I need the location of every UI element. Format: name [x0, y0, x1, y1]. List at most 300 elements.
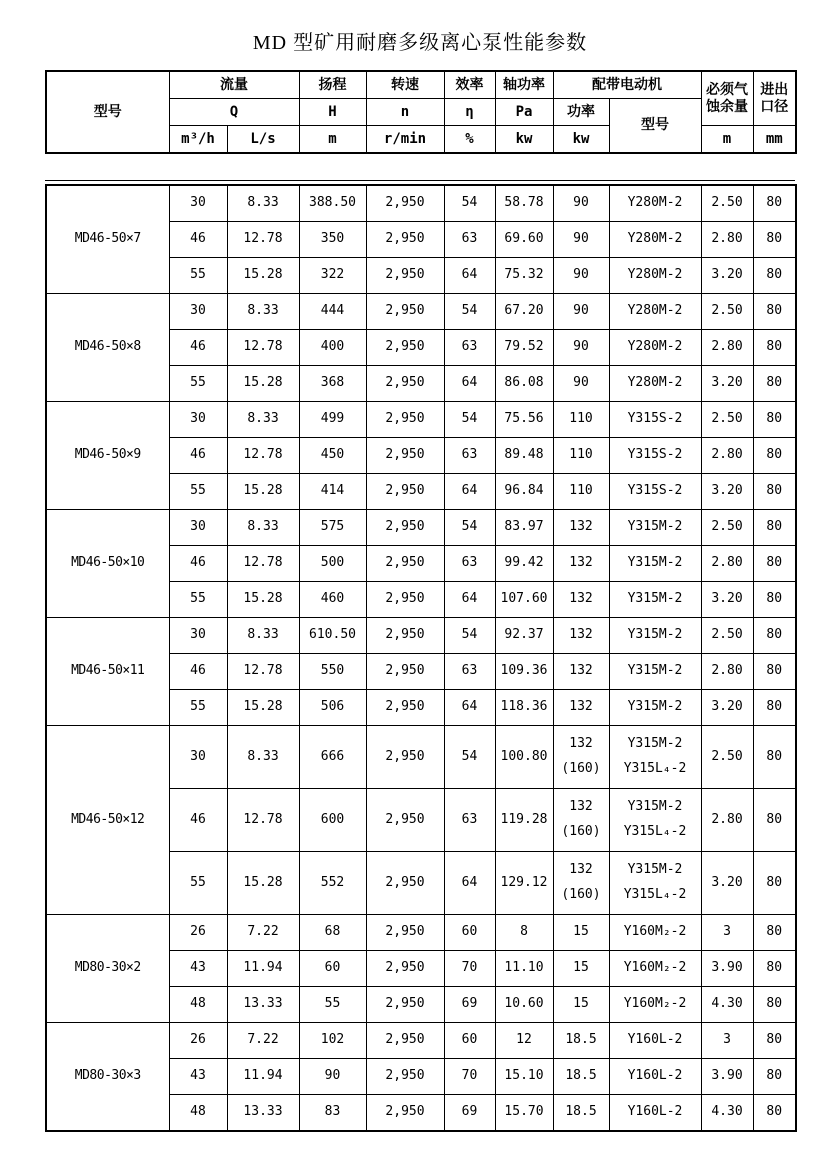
efficiency-cell: 54: [444, 185, 495, 222]
speed-cell: 2,950: [366, 438, 444, 474]
header-motor: 配带电动机: [553, 71, 701, 99]
flow-ls-cell: 15.28: [227, 582, 299, 618]
head-cell: 600: [299, 789, 366, 852]
npsh-cell: 2.50: [701, 726, 753, 789]
shaft-power-cell: 83.97: [495, 510, 553, 546]
speed-cell: 2,950: [366, 546, 444, 582]
shaft-power-cell: 75.32: [495, 258, 553, 294]
efficiency-cell: 64: [444, 366, 495, 402]
npsh-cell: 2.50: [701, 294, 753, 330]
npsh-cell: 3.20: [701, 366, 753, 402]
header-shaft-power-unit: kw: [495, 126, 553, 154]
head-cell: 450: [299, 438, 366, 474]
port-diameter-cell: 80: [753, 654, 796, 690]
motor-power-cell: 90: [553, 294, 609, 330]
flow-m3h-cell: 46: [169, 546, 227, 582]
speed-cell: 2,950: [366, 402, 444, 438]
header-head-symbol: H: [299, 99, 366, 126]
header-flow: 流量: [169, 71, 299, 99]
shaft-power-cell: 69.60: [495, 222, 553, 258]
motor-power-cell: 132: [553, 582, 609, 618]
speed-cell: 2,950: [366, 789, 444, 852]
efficiency-cell: 54: [444, 726, 495, 789]
motor-model-cell-line: Y315M-2: [627, 862, 683, 878]
port-diameter-cell: 80: [753, 438, 796, 474]
table-row: [46, 1023, 796, 1059]
head-cell: 550: [299, 654, 366, 690]
efficiency-cell: 63: [444, 546, 495, 582]
flow-ls-cell: 12.78: [227, 222, 299, 258]
speed-cell: 2,950: [366, 185, 444, 222]
motor-model-cell: Y315M-2: [609, 690, 701, 726]
port-diameter-cell: 80: [753, 546, 796, 582]
shaft-power-cell: 109.36: [495, 654, 553, 690]
head-cell: 575: [299, 510, 366, 546]
motor-model-cell: Y315M-2: [609, 618, 701, 654]
motor-power-cell-line: (160): [561, 887, 601, 902]
table-row: [46, 185, 796, 222]
page-title: MD 型矿用耐磨多级离心泵性能参数: [252, 32, 588, 54]
motor-model-cell-line: Y315M-2: [627, 799, 683, 815]
header-efficiency: 效率: [444, 71, 495, 99]
flow-ls-cell: 8.33: [227, 185, 299, 222]
efficiency-cell: 69: [444, 987, 495, 1023]
port-diameter-cell: 80: [753, 1059, 796, 1095]
head-cell: 414: [299, 474, 366, 510]
head-cell: 55: [299, 987, 366, 1023]
header-model: 型号: [46, 71, 169, 153]
header-row-1: [46, 71, 796, 99]
flow-m3h-cell: 46: [169, 438, 227, 474]
speed-cell: 2,950: [366, 915, 444, 951]
port-diameter-cell: 80: [753, 330, 796, 366]
flow-m3h-cell: 30: [169, 294, 227, 330]
table-row: [46, 618, 796, 654]
port-diameter-cell: 80: [753, 185, 796, 222]
head-cell: 350: [299, 222, 366, 258]
flow-m3h-cell: 55: [169, 582, 227, 618]
npsh-cell: 3.20: [701, 582, 753, 618]
header-port-unit: mm: [753, 126, 796, 154]
shaft-power-cell: 92.37: [495, 618, 553, 654]
npsh-cell: 2.80: [701, 654, 753, 690]
motor-power-cell: [553, 852, 609, 915]
port-diameter-cell: 80: [753, 474, 796, 510]
port-diameter-cell: 80: [753, 618, 796, 654]
npsh-cell: 2.80: [701, 789, 753, 852]
port-diameter-cell: 80: [753, 987, 796, 1023]
port-diameter-cell: 80: [753, 582, 796, 618]
header-npsh: [701, 71, 753, 126]
npsh-cell: 3.90: [701, 951, 753, 987]
motor-power-cell: 132: [553, 510, 609, 546]
head-cell: 83: [299, 1095, 366, 1132]
port-diameter-cell: 80: [753, 366, 796, 402]
flow-ls-cell: 8.33: [227, 402, 299, 438]
header-table: [45, 70, 797, 154]
motor-power-cell: 132: [553, 546, 609, 582]
npsh-cell: 4.30: [701, 1095, 753, 1132]
header-port-line2: 口径: [760, 98, 789, 115]
speed-cell: 2,950: [366, 366, 444, 402]
pump-model-cell: MD46-50×7: [46, 185, 169, 294]
flow-ls-cell: 15.28: [227, 852, 299, 915]
speed-cell: 2,950: [366, 726, 444, 789]
speed-cell: 2,950: [366, 951, 444, 987]
motor-model-cell: Y315M-2: [609, 654, 701, 690]
shaft-power-cell: 107.60: [495, 582, 553, 618]
motor-model-cell: Y160L-2: [609, 1059, 701, 1095]
shaft-power-cell: 119.28: [495, 789, 553, 852]
motor-power-cell: 132: [553, 690, 609, 726]
flow-m3h-cell: 30: [169, 510, 227, 546]
motor-model-cell: Y315M-2: [609, 546, 701, 582]
motor-model-cell: Y315M-2: [609, 582, 701, 618]
header-flow-symbol: Q: [169, 99, 299, 126]
port-diameter-cell: 80: [753, 402, 796, 438]
shaft-power-cell: 75.56: [495, 402, 553, 438]
head-cell: 552: [299, 852, 366, 915]
shaft-power-cell: 100.80: [495, 726, 553, 789]
speed-cell: 2,950: [366, 222, 444, 258]
flow-ls-cell: 15.28: [227, 366, 299, 402]
port-diameter-cell: 80: [753, 258, 796, 294]
port-diameter-cell: 80: [753, 690, 796, 726]
table-row: [46, 510, 796, 546]
motor-power-cell: 90: [553, 366, 609, 402]
shaft-power-cell: 15.10: [495, 1059, 553, 1095]
flow-m3h-cell: 30: [169, 402, 227, 438]
header-efficiency-unit: %: [444, 126, 495, 154]
motor-power-cell: 110: [553, 402, 609, 438]
header-npsh-unit: m: [701, 126, 753, 154]
npsh-cell: 3: [701, 1023, 753, 1059]
shaft-power-cell: 67.20: [495, 294, 553, 330]
port-diameter-cell: 80: [753, 1095, 796, 1132]
pump-model-cell: MD46-50×8: [46, 294, 169, 402]
efficiency-cell: 64: [444, 582, 495, 618]
shaft-power-cell: 96.84: [495, 474, 553, 510]
head-cell: 666: [299, 726, 366, 789]
flow-m3h-cell: 48: [169, 987, 227, 1023]
motor-power-cell: 18.5: [553, 1059, 609, 1095]
motor-model-cell: Y315S-2: [609, 402, 701, 438]
motor-power-cell-line: 132: [569, 799, 593, 815]
flow-m3h-cell: 46: [169, 654, 227, 690]
port-diameter-cell: 80: [753, 222, 796, 258]
speed-cell: 2,950: [366, 852, 444, 915]
head-cell: 68: [299, 915, 366, 951]
head-cell: 500: [299, 546, 366, 582]
flow-ls-cell: 7.22: [227, 915, 299, 951]
flow-ls-cell: 15.28: [227, 690, 299, 726]
flow-m3h-cell: 48: [169, 1095, 227, 1132]
header-motor-power-unit: kw: [553, 126, 609, 154]
port-diameter-cell: 80: [753, 294, 796, 330]
header-flow-unit-ls: L/s: [227, 126, 299, 154]
motor-model-cell-line: Y315M-2: [627, 736, 683, 752]
npsh-cell: 3.20: [701, 852, 753, 915]
motor-model-cell: Y280M-2: [609, 185, 701, 222]
table-row: [46, 915, 796, 951]
flow-ls-cell: 12.78: [227, 330, 299, 366]
efficiency-cell: 60: [444, 915, 495, 951]
npsh-cell: 2.80: [701, 222, 753, 258]
flow-ls-cell: 8.33: [227, 726, 299, 789]
header-motor-power: 功率: [553, 99, 609, 126]
head-cell: 444: [299, 294, 366, 330]
npsh-cell: 2.50: [701, 510, 753, 546]
header-port: [753, 71, 796, 126]
motor-model-cell: Y315S-2: [609, 474, 701, 510]
flow-ls-cell: 7.22: [227, 1023, 299, 1059]
head-cell: 610.50: [299, 618, 366, 654]
motor-power-cell: 110: [553, 438, 609, 474]
pump-model-cell: MD46-50×11: [46, 618, 169, 726]
motor-model-cell: Y160L-2: [609, 1095, 701, 1132]
head-cell: 368: [299, 366, 366, 402]
efficiency-cell: 63: [444, 438, 495, 474]
speed-cell: 2,950: [366, 294, 444, 330]
flow-m3h-cell: 43: [169, 1059, 227, 1095]
motor-power-cell: 18.5: [553, 1095, 609, 1132]
port-diameter-cell: 80: [753, 852, 796, 915]
port-diameter-cell: 80: [753, 915, 796, 951]
flow-m3h-cell: 26: [169, 915, 227, 951]
header-port-line1: 进出: [760, 82, 789, 99]
motor-model-cell: Y280M-2: [609, 222, 701, 258]
head-cell: 322: [299, 258, 366, 294]
head-cell: 60: [299, 951, 366, 987]
motor-model-cell: Y160M₂-2: [609, 951, 701, 987]
pump-model-cell: MD46-50×10: [46, 510, 169, 618]
motor-model-cell: Y160M₂-2: [609, 987, 701, 1023]
flow-ls-cell: 8.33: [227, 294, 299, 330]
flow-m3h-cell: 55: [169, 852, 227, 915]
efficiency-cell: 54: [444, 294, 495, 330]
npsh-cell: 2.80: [701, 546, 753, 582]
header-shaft-power: 轴功率: [495, 71, 553, 99]
port-diameter-cell: 80: [753, 789, 796, 852]
flow-ls-cell: 13.33: [227, 1095, 299, 1132]
speed-cell: 2,950: [366, 987, 444, 1023]
flow-ls-cell: 11.94: [227, 1059, 299, 1095]
flow-ls-cell: 13.33: [227, 987, 299, 1023]
flow-m3h-cell: 55: [169, 366, 227, 402]
motor-power-cell-line: 132: [569, 736, 593, 752]
header-speed-unit: r/min: [366, 126, 444, 154]
header-npsh-line1: 必须气: [706, 82, 748, 99]
flow-ls-cell: 15.28: [227, 474, 299, 510]
efficiency-cell: 64: [444, 852, 495, 915]
shaft-power-cell: 129.12: [495, 852, 553, 915]
motor-power-cell: 15: [553, 915, 609, 951]
header-motor-model: 型号: [609, 99, 701, 154]
flow-m3h-cell: 46: [169, 789, 227, 852]
motor-power-cell: 132: [553, 618, 609, 654]
flow-m3h-cell: 30: [169, 726, 227, 789]
shaft-power-cell: 79.52: [495, 330, 553, 366]
shaft-power-cell: 99.42: [495, 546, 553, 582]
flow-m3h-cell: 46: [169, 330, 227, 366]
efficiency-cell: 63: [444, 222, 495, 258]
port-diameter-cell: 80: [753, 510, 796, 546]
flow-m3h-cell: 26: [169, 1023, 227, 1059]
head-cell: 102: [299, 1023, 366, 1059]
motor-model-cell: Y315M-2: [609, 510, 701, 546]
npsh-cell: 2.50: [701, 185, 753, 222]
speed-cell: 2,950: [366, 330, 444, 366]
efficiency-cell: 64: [444, 690, 495, 726]
efficiency-cell: 54: [444, 510, 495, 546]
motor-model-cell: Y160M₂-2: [609, 915, 701, 951]
efficiency-cell: 54: [444, 402, 495, 438]
head-cell: 388.50: [299, 185, 366, 222]
table-row: [46, 402, 796, 438]
flow-ls-cell: 15.28: [227, 258, 299, 294]
speed-cell: 2,950: [366, 690, 444, 726]
header-speed-symbol: n: [366, 99, 444, 126]
motor-model-cell: Y280M-2: [609, 294, 701, 330]
head-cell: 506: [299, 690, 366, 726]
flow-m3h-cell: 55: [169, 690, 227, 726]
motor-model-cell: [609, 789, 701, 852]
pump-model-cell: MD80-30×2: [46, 915, 169, 1023]
flow-ls-cell: 12.78: [227, 654, 299, 690]
speed-cell: 2,950: [366, 582, 444, 618]
speed-cell: 2,950: [366, 1095, 444, 1132]
npsh-cell: 2.50: [701, 618, 753, 654]
flow-m3h-cell: 55: [169, 258, 227, 294]
motor-model-cell: Y280M-2: [609, 330, 701, 366]
motor-model-cell: [609, 852, 701, 915]
flow-m3h-cell: 46: [169, 222, 227, 258]
motor-model-cell: Y280M-2: [609, 366, 701, 402]
shaft-power-cell: 58.78: [495, 185, 553, 222]
pump-model-cell: MD46-50×9: [46, 402, 169, 510]
flow-ls-cell: 12.78: [227, 546, 299, 582]
flow-m3h-cell: 55: [169, 474, 227, 510]
efficiency-cell: 64: [444, 258, 495, 294]
motor-power-cell-line: (160): [561, 761, 601, 776]
header-head: 扬程: [299, 71, 366, 99]
motor-model-cell-line: Y315L₄-2: [623, 761, 687, 776]
port-diameter-cell: 80: [753, 951, 796, 987]
header-head-unit: m: [299, 126, 366, 154]
shaft-power-cell: 89.48: [495, 438, 553, 474]
motor-power-cell: 132: [553, 654, 609, 690]
motor-power-cell: 18.5: [553, 1023, 609, 1059]
motor-power-cell-line: 132: [569, 862, 593, 878]
efficiency-cell: 64: [444, 474, 495, 510]
motor-power-cell: 90: [553, 222, 609, 258]
efficiency-cell: 69: [444, 1095, 495, 1132]
efficiency-cell: 70: [444, 1059, 495, 1095]
flow-ls-cell: 12.78: [227, 438, 299, 474]
table-row: [46, 294, 796, 330]
efficiency-cell: 60: [444, 1023, 495, 1059]
npsh-cell: 2.50: [701, 402, 753, 438]
efficiency-cell: 70: [444, 951, 495, 987]
header-shaft-power-symbol: Pa: [495, 99, 553, 126]
flow-ls-cell: 11.94: [227, 951, 299, 987]
port-diameter-cell: 80: [753, 726, 796, 789]
shaft-power-cell: 12: [495, 1023, 553, 1059]
head-cell: 400: [299, 330, 366, 366]
motor-power-cell: 110: [553, 474, 609, 510]
motor-model-cell: [609, 726, 701, 789]
motor-power-cell: 90: [553, 330, 609, 366]
flow-ls-cell: 12.78: [227, 789, 299, 852]
shaft-power-cell: 118.36: [495, 690, 553, 726]
head-cell: 499: [299, 402, 366, 438]
head-cell: 460: [299, 582, 366, 618]
motor-power-cell: 15: [553, 987, 609, 1023]
efficiency-cell: 63: [444, 330, 495, 366]
shaft-power-cell: 15.70: [495, 1095, 553, 1132]
efficiency-cell: 63: [444, 654, 495, 690]
speed-cell: 2,950: [366, 1023, 444, 1059]
header-npsh-line2: 蚀余量: [706, 98, 748, 115]
speed-cell: 2,950: [366, 1059, 444, 1095]
shaft-power-cell: 11.10: [495, 951, 553, 987]
speed-cell: 2,950: [366, 654, 444, 690]
pump-model-cell: MD80-30×3: [46, 1023, 169, 1132]
npsh-cell: 3: [701, 915, 753, 951]
motor-power-cell-line: (160): [561, 824, 601, 839]
efficiency-cell: 54: [444, 618, 495, 654]
shaft-power-cell: 10.60: [495, 987, 553, 1023]
npsh-cell: 2.80: [701, 330, 753, 366]
flow-m3h-cell: 43: [169, 951, 227, 987]
flow-ls-cell: 8.33: [227, 618, 299, 654]
shaft-power-cell: 8: [495, 915, 553, 951]
header-speed: 转速: [366, 71, 444, 99]
npsh-cell: 3.20: [701, 258, 753, 294]
npsh-cell: 2.80: [701, 438, 753, 474]
table-row: [46, 726, 796, 789]
speed-cell: 2,950: [366, 474, 444, 510]
efficiency-cell: 63: [444, 789, 495, 852]
motor-power-cell: [553, 789, 609, 852]
motor-model-cell-line: Y315L₄-2: [623, 887, 687, 902]
header-efficiency-symbol: η: [444, 99, 495, 126]
flow-ls-cell: 8.33: [227, 510, 299, 546]
shaft-power-cell: 86.08: [495, 366, 553, 402]
motor-power-cell: 90: [553, 185, 609, 222]
motor-model-cell: Y315S-2: [609, 438, 701, 474]
motor-model-cell-line: Y315L₄-2: [623, 824, 687, 839]
npsh-cell: 3.90: [701, 1059, 753, 1095]
flow-m3h-cell: 30: [169, 618, 227, 654]
speed-cell: 2,950: [366, 258, 444, 294]
npsh-cell: 3.20: [701, 474, 753, 510]
head-cell: 90: [299, 1059, 366, 1095]
performance-table: [45, 184, 797, 1132]
speed-cell: 2,950: [366, 618, 444, 654]
motor-power-cell: [553, 726, 609, 789]
npsh-cell: 3.20: [701, 690, 753, 726]
motor-power-cell: 90: [553, 258, 609, 294]
port-diameter-cell: 80: [753, 1023, 796, 1059]
table-body-section: [45, 180, 795, 1132]
motor-model-cell: Y280M-2: [609, 258, 701, 294]
header-flow-unit-m3h: m³/h: [169, 126, 227, 154]
npsh-cell: 4.30: [701, 987, 753, 1023]
speed-cell: 2,950: [366, 510, 444, 546]
pump-model-cell: MD46-50×12: [46, 726, 169, 915]
motor-power-cell: 15: [553, 951, 609, 987]
